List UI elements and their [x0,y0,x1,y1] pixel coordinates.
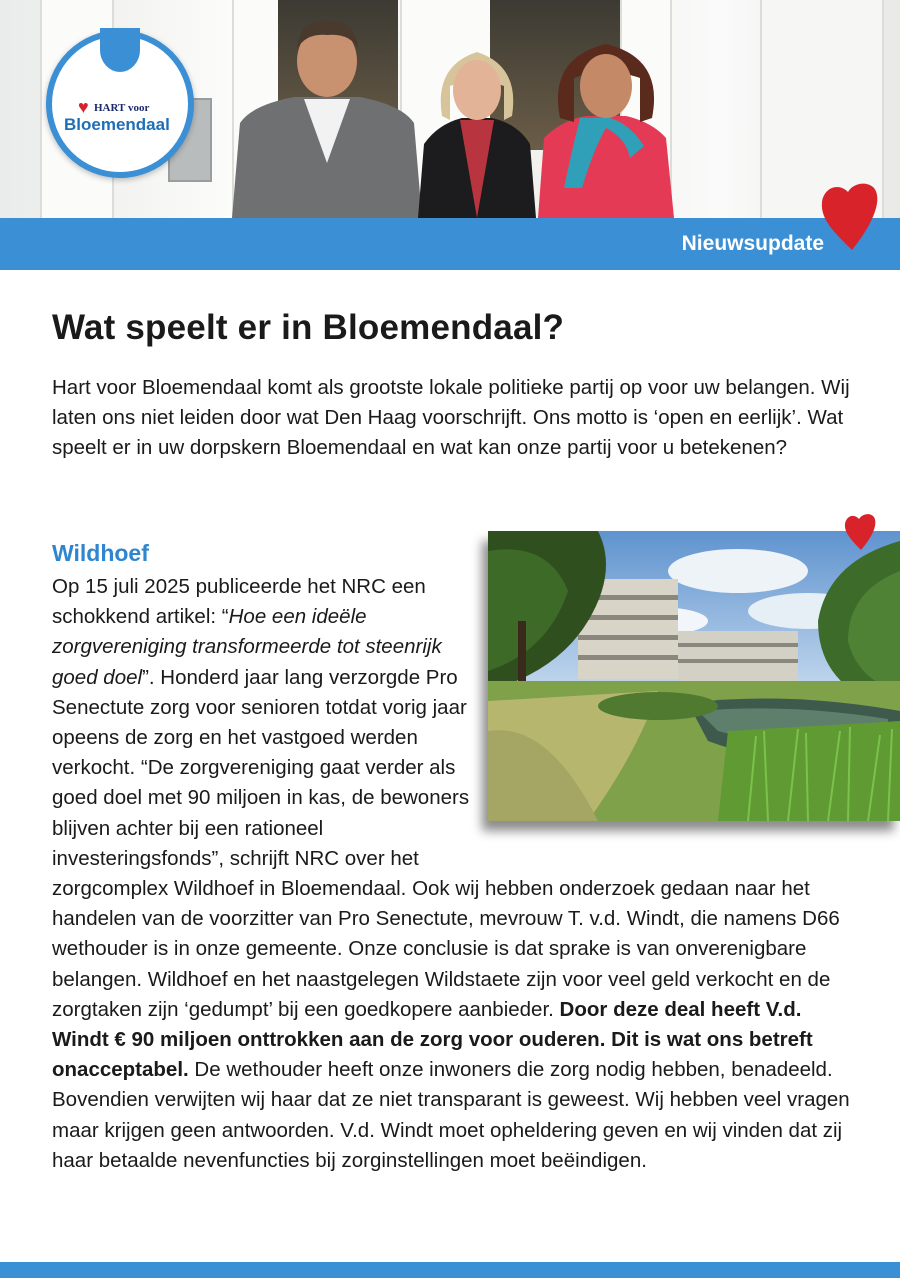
wildhoef-article [52,572,857,1176]
person-woman-right [530,38,680,218]
heart-icon: ♥ [78,97,89,117]
news-banner [0,218,900,270]
article-text-start: Op 15 juli 2025 publiceerde het NRC een schokkend artikel: “ [52,575,426,629]
logo-line1: HART voor [94,102,150,114]
article-text-end: De wethouder heeft onze inwoners die zorg nodig hebben, benadeeld. Bovendien verwijten wij haar dat ze niet transparant is geweest. Wij hebben veel vragen maar krijgen geen antwoorden. V.d. Windt moet opheldering geven en wij vinden dat zij haar betaalde nevenfuncties bij zorginstellingen moet beëindigen. [52,1058,850,1172]
party-logo [46,30,194,178]
hero-photo [0,0,900,218]
article-text-mid: ”. Honderd jaar lang verzorgde Pro Senectute zorg voor senioren totdat vorig jaar opeens de zorg en het vastgoed werden verkocht. “De zorgvereniging gaat verder als goed doel met 90 miljoen in kas, de bewoners blijven achter bij een rationeel investeringsfonds”, schrijft NRC over het zorgcomplex Wildhoef in Bloemendaal. Ook wij hebben onderzoek gedaan naar het handelen van de voorzitter van Pro Senectute, mevrouw T. v.d. Windt, die namens D66 wethouder is in onze gemeente. Onze conclusie is dat sprake is van onverenigbare belangen. Wildhoef en het naastgelegen Wildstaete zijn voor veel geld verkocht en de zorgtaken zijn ‘gedumpt’ bij een goedkopere aanbieder. [52,665,840,1021]
page-title: Wat speelt er in Bloemendaal? [52,308,565,347]
person-man [222,13,432,218]
banner-label: Nieuwsupdate [681,232,824,255]
section-title: Wildhoef [52,540,149,566]
article-bold-statement: Door deze deal heeft V.d. Windt € 90 miljoen onttrokken aan de zorg voor ouderen. Dit is wat ons betreft onacceptabel. [52,997,813,1082]
bottom-bar [0,1262,900,1278]
person-woman-left [412,46,542,218]
heart-icon [843,512,877,552]
nrc-article-title: Hoe een ideële zorgvereniging transformeerde tot steenrijk goed doel [52,605,442,689]
logo-line2: Bloemendaal [64,115,170,134]
intro-paragraph: Hart voor Bloemendaal komt als grootste lokale politieke partij op voor uw belangen. Wij laten ons niet leiden door wat Den Haag voorschrijft. Ons motto is ‘open en eerlijk’. Wat speelt er in uw dorpskern Bloemendaal en wat kan onze partij voor u betekenen? [52,376,850,459]
heart-icon [818,180,882,252]
